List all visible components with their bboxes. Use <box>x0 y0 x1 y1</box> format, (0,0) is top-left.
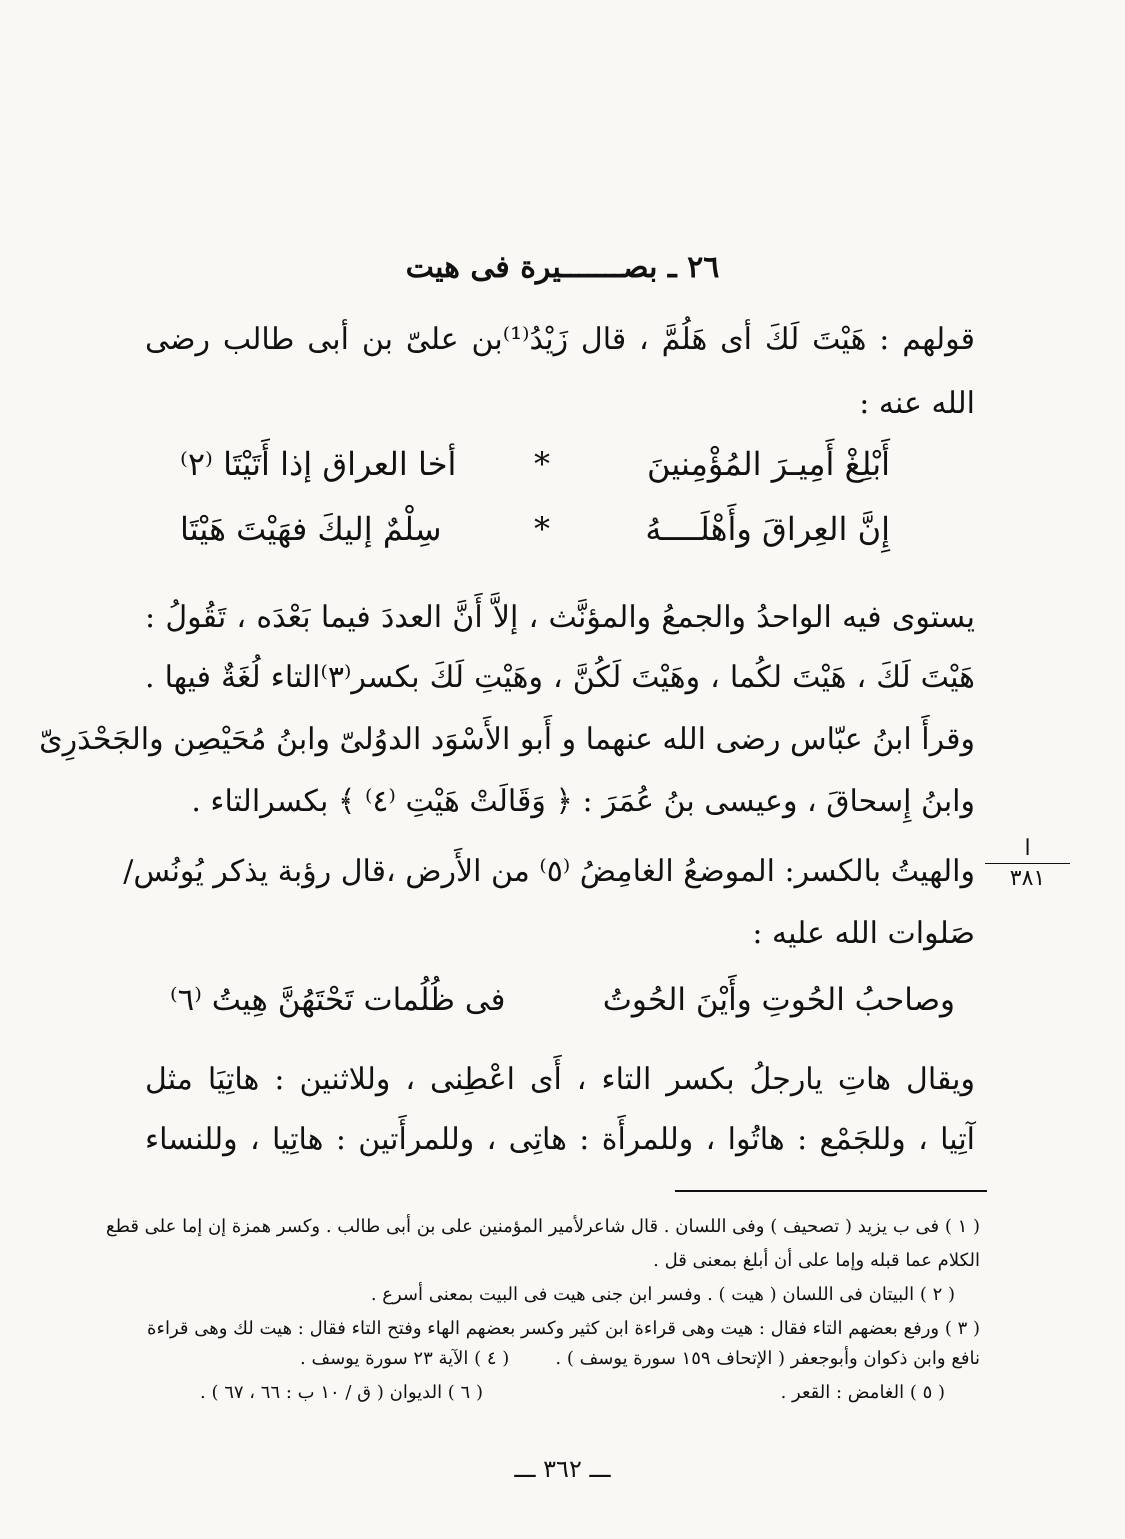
footnote-line: ( ١ ) فى ب يزيد ( تصحيف ) وفى اللسان . قال شاعرلأمير المؤمنين على بن أبى طالب . وكسر همزة إن إما على قطع <box>106 1216 980 1237</box>
manuscript-folio-note <box>985 836 1070 891</box>
verse-hemistich: سِلْمٌ إليكَ فهَيْتَ هَيْتَا <box>180 510 442 548</box>
verse-separator: * <box>534 510 550 548</box>
section-heading: ٢٦ ـ بصـــــــيرة فى هيت <box>405 250 720 285</box>
footnote-line: ( ٤ ) الآية ٢٣ سورة يوسف . <box>300 1348 510 1369</box>
footnote-line: ( ٥ ) الغامض : القعر . <box>780 1382 945 1403</box>
footnote-line: الكلام عما قبله وإما على أن أبلغ بمعنى قل . <box>653 1250 980 1271</box>
verse-hemistich: إِنَّ العِراقَ وأَهْلَــــهُ <box>645 510 890 548</box>
paragraph-line: ويقال هاتِ يارجلُ بكسر التاء ، أَى اعْطِنى ، وللاثنين : هاتِيَا مثل <box>145 1062 975 1097</box>
folio-number-bottom: ٣٨١ <box>1009 866 1046 891</box>
folio-number-top: ا <box>1024 836 1031 861</box>
paragraph-line: الله عنه : <box>859 386 975 421</box>
paragraph-line: وابنُ إِسحاقَ ، وعيسى بنُ عُمَرَ : ﴿ وَقَالَتْ هَيْتِ ⁽٤⁾ ﴾ بكسرالتاء . <box>191 784 975 819</box>
paragraph-line: هَيْتَ لَكَ ، هَيْتَ لكُما ، وهَيْتَ لَكُنَّ ، وهَيْتِ لَكَ بكسر⁽٣⁾التاء لُغَةٌ فيها . <box>145 660 975 695</box>
verse-line <box>180 445 890 489</box>
footnote-line: نافع وابن ذكوان وأبوجعفر ( الإتحاف ١٥٩ سورة يوسف ) . <box>555 1348 980 1369</box>
paragraph-line: آتِيا ، وللجَمْع : هاتُوا ، وللمرأَة : هاتِى ، وللمرأَتين : هاتِيا ، وللنساء <box>145 1122 975 1157</box>
verse-hemistich: فى ظُلُمات تَحْتَهُنَّ هِيتُ ⁽٦⁾ <box>170 982 506 1018</box>
folio-rule <box>985 863 1070 864</box>
footnote-line: ( ٦ ) الديوان ( ق / ١٠ ب : ٦٦ ، ٦٧ ) . <box>200 1382 483 1403</box>
page-number: ـــ ٣٦٢ ـــ <box>514 1455 611 1483</box>
verse-line <box>180 510 890 554</box>
verse-separator: * <box>534 445 550 483</box>
paragraph-line: والهيتُ بالكسر: الموضعُ الغامِضُ ⁽٥⁾ من الأَرض ،قال رؤبة يذكر يُونُس/ <box>123 854 975 889</box>
paragraph-line: صَلوات الله عليه : <box>752 916 975 951</box>
verse-hemistich: أَبْلِغْ أَمِيـرَ المُؤْمِنينَ <box>647 445 890 483</box>
paragraph-line: يستوى فيه الواحدُ والجمعُ والمؤنَّث ، إلاَّ أَنَّ العددَ فيما بَعْدَه ، تَقُولُ : <box>145 600 975 635</box>
footnote-row <box>190 1382 945 1412</box>
footnote-line: ( ٢ ) البيتان فى اللسان ( هيت ) . وفسر ابن جنى هيت فى البيت بمعنى أسرع . <box>370 1284 955 1305</box>
footnote-divider <box>675 1190 987 1192</box>
paragraph-line: قولهم : هَيْتَ لَكَ أى هَلُمَّ ، قال زَيْدُ⁽¹⁾بن علىّ بن أبى طالب رضى <box>145 322 975 357</box>
verse-hemistich: وصاحبُ الحُوتِ وأَيْنَ الحُوتُ <box>602 982 955 1018</box>
paragraph-line: وقرأَ ابنُ عبّاس رضى الله عنهما و أَبو الأَسْوَد الدوُلىّ وابنُ مُحَيْصِن والجَحْدَرِىّ <box>39 722 975 757</box>
verse-hemistich: أخا العراق إذا أَتَيْتَا ⁽٢⁾ <box>180 445 457 483</box>
verse-line <box>170 982 955 1026</box>
footnote-line: ( ٣ ) ورفع بعضهم التاء فقال : هيت وهى قراءة ابن كثير وكسر بعضهم الهاء وفتح التاء فقال : هيت لك وهى قراءة <box>147 1318 980 1339</box>
footnote-row <box>190 1348 980 1378</box>
